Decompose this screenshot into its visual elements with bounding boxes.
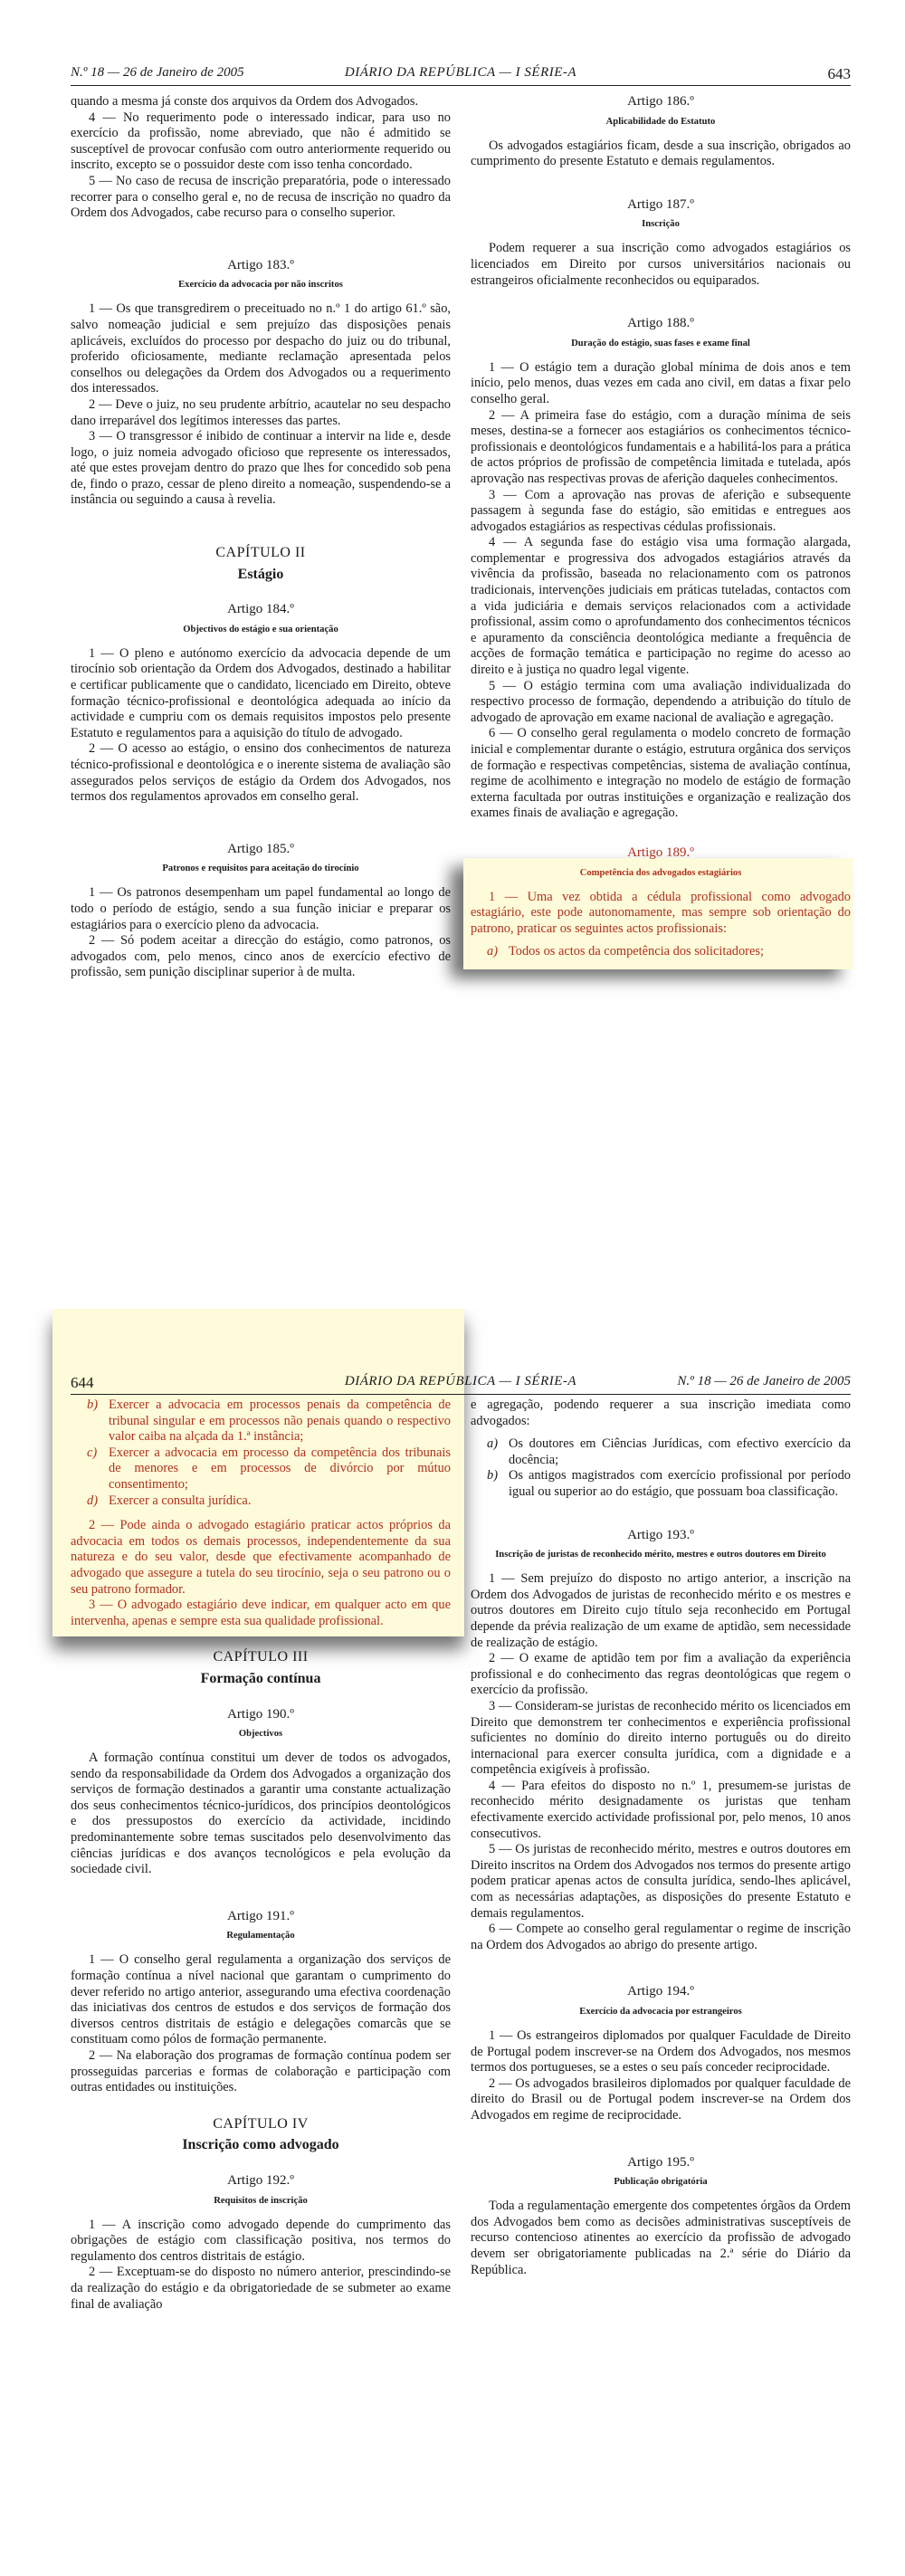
page-number: 643 <box>827 65 851 82</box>
paragraph: 1 — Uma vez obtida a cédula profissional como advogado estagiário, este pode autonomamente, mas sempre sob orientação do patrono, praticar os seguintes actos profissionais: <box>471 889 851 936</box>
list-item <box>71 1398 451 1445</box>
list-item <box>471 1436 851 1468</box>
left-column <box>71 94 451 981</box>
chapter-label: CAPÍTULO IV <box>213 2115 309 2132</box>
page-643 <box>0 0 905 1267</box>
paragraph: 2 — Os advogados brasileiros diplomados por qualquer faculdade de direito do Brasil ou de Portugal podem inscrever-se na Ordem dos Advogados em regime de reciprocidade. <box>471 2075 851 2123</box>
page-header <box>71 65 851 83</box>
article-title: Artigo 186.º <box>627 94 694 109</box>
paragraph: 2 — Deve o juiz, no seu prudente arbítrio, acautelar no seu despacho dano irreparável dos legítimos interesses das partes. <box>71 396 451 428</box>
left-column <box>71 1398 451 2313</box>
list-text: Todos os actos da competência dos solicitadores; <box>509 944 764 959</box>
paragraph: Os advogados estagiários ficam, desde a sua inscrição, obrigados ao cumprimento do presente Estatuto e demais regulamentos. <box>471 138 851 169</box>
paragraph: 2 — Exceptuam-se do disposto no número anterior, prescindindo-se da realização do estágio e da obrigatoriedade de se submeter ao exame final de avaliação <box>71 2265 451 2312</box>
paragraph: quando a mesma já conste dos arquivos da Ordem dos Advogados. <box>71 94 419 109</box>
highlighted-article <box>471 845 851 960</box>
right-column <box>471 1398 851 2278</box>
page-644 <box>0 1309 905 2576</box>
paragraph: 1 — Sem prejuízo do disposto no artigo anterior, a inscrição na Ordem dos Advogados de juristas de reconhecido mérito e os mestres e outros doutores em Direito cujo título seja reconhecido em Portugal depende da prévia realização de um exame de aptidão, sem necessidade de realização de estágio. <box>471 1571 851 1650</box>
paragraph: 3 — O advogado estagiário deve indicar, em qualquer acto em que intervenha, apenas e sempre esta sua qualidade profissional. <box>71 1598 451 1628</box>
paragraph: 4 — Para efeitos do disposto no n.º 1, presumem-se juristas de reconhecido mérito designadamente os juristas que tenham efectivamente exercido actividade profissional por, pelo menos, 10 anos consecutivos. <box>471 1778 851 1841</box>
highlighted-continuation <box>71 1398 451 1629</box>
list-text: Exercer a advocacia em processos penais da competência de tribunal singular e em processos não penais quando o respectivo valor caiba na alçada da 1.ª instância; <box>109 1398 451 1445</box>
page-number: 644 <box>71 1374 94 1391</box>
paragraph: 3 — Consideram-se juristas de reconhecido mérito os licenciados em Direito que demonstrem ter conhecimentos e experiência profissional suficientes no domínio do direito interno português ou do direito internacional para exercer consulta jurídica, com a dignidade e a competência exigíveis à profissão. <box>471 1698 851 1778</box>
article-title: Artigo 194.º <box>627 1984 694 1999</box>
paragraph: 2 — A primeira fase do estágio, com a duração mínima de seis meses, destina-se a fornecer aos estagiários os conhecimentos técnico-profissionais e deontológicos fundamentais e a habilitá-los para a prática de actos próprios de profissão de competência limitada e tutelada, após aprovação nas respectivas provas de aferição daqueles conhecimentos. <box>471 407 851 486</box>
article-subtitle: Aplicabilidade do Estatuto <box>605 116 716 127</box>
article-title: Artigo 189.º <box>627 844 694 860</box>
paragraph: 2 — O exame de aptidão tem por fim a avaliação da experiência profissional e do conhecimento das regras deontológicas que regem o exercício da profissão. <box>471 1651 851 1698</box>
chapter-label: CAPÍTULO III <box>213 1649 309 1665</box>
paragraph: 1 — Os patronos desempenham um papel fundamental ao longo de todo o período de estágio, sendo a sua função iniciar e preparar os estagiários para o exercício pleno da advocacia. <box>71 885 451 932</box>
paragraph: e agregação, podendo requerer a sua inscrição imediata como advogados: <box>471 1398 851 1428</box>
paragraph: 4 — A segunda fase do estágio visa uma formação alargada, complementar e progressiva dos advogados estagiários através da vivência da profissão, baseada no relacionamento com os patronos tradicionais, intervenções judiciais em práticas tuteladas, contactos com a vida judiciária e demais serviços relacionados com a actividade profissional, assim como o aprofundamento dos conhecimentos técnicos e apuramento da consciência deontológica mediante a frequência de acções de formação temática e participação no regime do acesso ao direito e à justiça no quadro legal vigente. <box>471 535 851 678</box>
article-subtitle: Exercício da advocacia por não inscritos <box>178 280 343 291</box>
list-marker: d) <box>87 1493 98 1508</box>
paragraph: Toda a regulamentação emergente dos competentes órgãos da Ordem dos Advogados bem como as decisões administrativas susceptíveis de recurso contencioso atinentes ao exercício da profissão de advogado devem ser obrigatoriamente publicadas na 2.ª série do Diário da República. <box>471 2199 851 2277</box>
article-subtitle: Objectivos <box>238 1729 283 1740</box>
paragraph: 2 — Pode ainda o advogado estagiário praticar actos próprios da advocacia em todos os demais processos, independentemente da sua natureza e do seu valor, desde que efectivamente acompanhado de advogado que assegure a tutela do seu tirocínio, seja o seu patrono ou o seu patrono formador. <box>71 1518 451 1597</box>
issue-date: N.º 18 — 26 de Janeiro de 2005 <box>677 1374 851 1388</box>
chapter-title: Inscrição como advogado <box>182 2137 339 2153</box>
paragraph: 1 — O conselho geral regulamenta a organização dos serviços de formação contínua a nível nacional que garantam o cumprimento do dever referido no artigo anterior, assegurando uma efectiva coordenação das iniciativas dos centros de estudos e dos serviços de formação dos diversos centros distritais de estágio e delegações comarcãs que se constituam como pólos de formação permanente. <box>71 1952 451 2047</box>
article-title: Artigo 188.º <box>627 316 694 331</box>
paragraph: 6 — Compete ao conselho geral regulamentar o regime de inscrição na Ordem dos Advogados ao abrigo do presente artigo. <box>471 1922 851 1952</box>
paragraph: A formação contínua constitui um dever de todos os advogados, sendo da responsabilidade da Ordem dos Advogados a organização dos serviços de formação destinados a garantir uma constante actualização dos seus conhecimentos técnico-jurídicos, dos princípios deontológicos e dos pressupostos do exercício da actividade, incidindo predominantemente sobre temas suscitados pelo desenvolvimento das ciências jurídicas e dos avanços tecnológicos e pela evolução da sociedade civil. <box>71 1751 451 1877</box>
article-title: Artigo 193.º <box>627 1527 694 1542</box>
article-title: Artigo 190.º <box>227 1706 294 1722</box>
list-text: Os doutores em Ciências Jurídicas, com efectivo exercício da docência; <box>509 1436 851 1467</box>
paragraph: 2 — O acesso ao estágio, o ensino dos conhecimentos de natureza técnico-profissional e deontológica e o inerente sistema de avaliação são assegurados pelos serviços de estágio da Ordem dos Advogados, nos termos dos regulamentos aprovados em conselho geral. <box>71 741 451 805</box>
paragraph: 1 — Os que transgredirem o preceituado no n.º 1 do artigo 61.º são, salvo nomeação judicial e sem prejuízo das disposições penais aplicáveis, excluídos do processo por despacho do juiz ou do tribunal, proferido oficiosamente, mediante reclamação apresentada pelos conselhos ou delegações da Ordem dos Advogados ou a requerimento dos interessados. <box>71 301 451 396</box>
article-title: Artigo 187.º <box>627 196 694 212</box>
paragraph: 5 — Os juristas de reconhecido mérito, mestres e outros doutores em Direito inscritos na Ordem dos Advogados nos termos do presente artigo podem praticar apenas actos de consulta jurídica, sendo-lhes aplicável, com as necessárias adaptações, as disposições do presente Estatuto e demais regulamentos. <box>471 1842 851 1921</box>
paragraph: 1 — A inscrição como advogado depende do cumprimento das obrigações de estágio com classificação positiva, nos termos do regulamento dos centros distritais de estágio. <box>71 2217 451 2264</box>
journal-title: DIÁRIO DA REPÚBLICA — I SÉRIE-A <box>344 1374 577 1388</box>
article-subtitle: Objectivos do estágio e sua orientação <box>183 624 338 634</box>
list-item <box>471 1468 851 1500</box>
article-subtitle: Requisitos de inscrição <box>214 2195 308 2206</box>
header-rule <box>71 1394 851 1395</box>
chapter-title: Formação contínua <box>200 1670 321 1686</box>
list-marker: b) <box>87 1398 98 1412</box>
paragraph: Podem requerer a sua inscrição como advogados estagiários os licenciados em Direito por cursos universitários nacionais ou estrangeiros oficialmente reconhecidos ou equiparados. <box>471 241 851 288</box>
article-title: Artigo 184.º <box>227 602 294 617</box>
journal-title: DIÁRIO DA REPÚBLICA — I SÉRIE-A <box>344 65 577 80</box>
article-title: Artigo 195.º <box>627 2154 694 2170</box>
paragraph: 1 — O pleno e autónomo exercício da advocacia depende de um tirocínio sob orientação da Ordem dos Advogados, destinado a habilitar e certificar publicamente que o candidato, licenciado em Direito, obteve formação técnico-profissional e deontológica adequada ao início da actividade e cumpriu com os demais requisitos impostos pelo presente Estatuto e regulamentos para a aquisição do título de advogado. <box>71 645 451 740</box>
list-marker: a) <box>487 1436 498 1452</box>
article-subtitle: Exercício da advocacia por estrangeiros <box>579 2007 742 2017</box>
article-title: Artigo 192.º <box>227 2172 294 2188</box>
paragraph: 5 — No caso de recusa de inscrição preparatória, pode o interessado recorrer para o conselho geral e, no de recusa de inscrição no quadro da Ordem dos Advogados, cabe recurso para o conselho superior. <box>71 173 451 221</box>
article-title: Artigo 185.º <box>227 841 294 856</box>
chapter-title: Estágio <box>237 566 284 582</box>
list-item <box>71 1445 451 1493</box>
paragraph: 3 — Com a aprovação nas provas de aferição e subsequente passagem à segunda fase do estágio, são emitidas e entregues aos advogados estagiários as respectivas cédulas profissionais. <box>471 487 851 534</box>
issue-date: N.º 18 — 26 de Janeiro de 2005 <box>71 65 244 80</box>
list-marker: c) <box>87 1445 98 1460</box>
article-title: Artigo 183.º <box>227 257 294 272</box>
right-column <box>471 94 851 960</box>
article-subtitle: Duração do estágio, suas fases e exame final <box>571 338 750 348</box>
list-item <box>71 1493 451 1510</box>
list-text: Exercer a consulta jurídica. <box>109 1493 252 1508</box>
article-subtitle: Patronos e requisitos para aceitação do tirocínio <box>162 863 359 874</box>
list-text: Exercer a advocacia em processo da competência dos tribunais de menores e em processos de divórcio por mútuo consentimento; <box>109 1445 451 1492</box>
article-title: Artigo 191.º <box>227 1908 294 1923</box>
paragraph: 1 — Os estrangeiros diplomados por qualquer Faculdade de Direito de Portugal podem inscrever-se na Ordem dos Advogados, nos mesmos termos dos portugueses, se a estes o seu país conceder reciprocidade. <box>471 2028 851 2075</box>
list-text: Os antigos magistrados com exercício profissional por período igual ou superior ao do estágio, que possuam boa classificação. <box>509 1468 851 1499</box>
paragraph: 3 — O transgressor é inibido de continuar a intervir na lide e, desde logo, o juiz nomeia advogado oficioso que represente os interessados, até que estes provejam dentro do prazo que lhes for concedido sob pena de, findo o prazo, cessar de pleno direito a nomeação, suspendendo-se a instância ou seguindo a causa à revelia. <box>71 429 451 508</box>
article-subtitle: Regulamentação <box>226 1931 295 1942</box>
paragraph: 2 — Na elaboração dos programas de formação contínua podem ser prosseguidas parcerias e formas de colaboração e participação com outras entidades ou instituições. <box>71 2048 451 2095</box>
article-subtitle: Competência dos advogados estagiários <box>579 867 742 878</box>
paragraph: 2 — Só podem aceitar a direcção do estágio, como patronos, os advogados com, pelo menos, cinco anos de exercício efectivo de profissão, sem punição disciplinar superior à de multa. <box>71 933 451 980</box>
paragraph: 4 — No requerimento pode o interessado indicar, para uso no exercício da profissão, nome abreviado, que não é admitido se susceptível de provocar confusão com outro anteriormente requerido ou inscrito, excepto se o possuidor deste com isso tenha concordado. <box>71 110 451 173</box>
paragraph: 5 — O estágio termina com uma avaliação individualizada do respectivo processo de formação, dependendo a atribuição do título de advogado de aprovação em exame nacional de avaliação e agregação. <box>471 678 851 725</box>
page-header <box>71 1374 851 1392</box>
list-marker: b) <box>487 1468 498 1484</box>
paragraph: 6 — O conselho geral regulamenta o modelo concreto de formação inicial e complementar durante o estágio, estrutura orgânica dos serviços de formação e respectivas competências, sistema de avaliação contínua, regime de acolhimento e integração no modelo de estágio de formação externa facultada por outras instituições e organização e realização dos exames finais de avaliação e agregação. <box>471 726 851 821</box>
header-rule <box>71 85 851 86</box>
article-subtitle: Inscrição <box>642 219 680 230</box>
list-item <box>471 944 851 960</box>
paragraph: 1 — O estágio tem a duração global mínima de dois anos e tem início, pelo menos, duas vezes em cada ano civil, em datas a fixar pelo conselho geral. <box>471 359 851 406</box>
article-subtitle: Publicação obrigatória <box>614 2177 708 2188</box>
list-marker: a) <box>487 944 498 959</box>
chapter-label: CAPÍTULO II <box>215 545 306 561</box>
article-subtitle: Inscrição de juristas de reconhecido mérito, mestres e outros doutores em Direito <box>495 1550 826 1560</box>
page-gap <box>0 1267 905 1309</box>
